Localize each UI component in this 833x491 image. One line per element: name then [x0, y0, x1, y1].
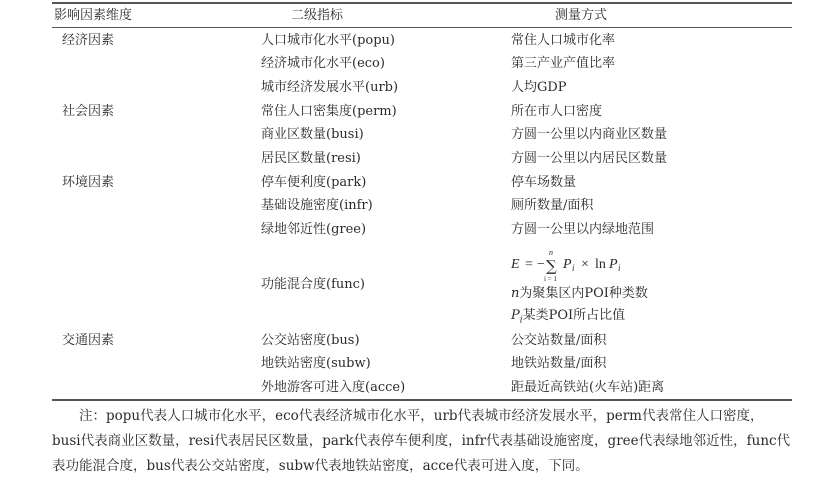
- measure-cell-n: [511, 286, 648, 302]
- formula-sum-top: n: [549, 249, 553, 257]
- indicator-cell: 功能混合度(func): [261, 277, 365, 292]
- measure-cell: 地铁站数量/面积: [511, 356, 607, 371]
- indicator-cell: 停车便利度(park): [261, 175, 367, 190]
- p-symbol: P: [511, 308, 520, 323]
- indicator-cell: 居民区数量(resi): [261, 151, 361, 166]
- indicator-cell: 常住人口密集度(perm): [261, 104, 397, 119]
- measure-cell: 停车场数量: [511, 175, 577, 190]
- dimension-cell: 交通因素: [62, 333, 115, 348]
- measure-cell: 常住人口城市化率: [511, 33, 616, 48]
- column-header-indicator: 二级指标: [291, 8, 344, 23]
- formula-sum-bottom: i = 1: [544, 275, 557, 283]
- table-header-rule: [52, 27, 792, 28]
- measure-cell: 距最近高铁站(火车站)距离: [511, 380, 665, 395]
- indicator-cell: 经济城市化水平(eco): [261, 56, 385, 71]
- formula-p-sub: i: [572, 263, 575, 273]
- measure-cell: 所在市人口密度: [511, 104, 603, 119]
- column-header-dimension: 影响因素维度: [54, 8, 133, 23]
- indicator-cell: 公交站密度(bus): [261, 333, 360, 348]
- indicator-cell: 城市经济发展水平(urb): [261, 80, 399, 95]
- formula-lhs: E: [511, 257, 520, 272]
- entropy-formula: [511, 249, 711, 283]
- formula-p2: P: [609, 257, 618, 272]
- formula-ln: ln: [595, 257, 606, 272]
- table-bottom-rule: [52, 399, 792, 401]
- formula-times: ×: [581, 257, 589, 272]
- dimension-cell: 经济因素: [62, 33, 115, 48]
- measure-cell: 人均GDP: [511, 80, 567, 95]
- indicator-cell: 人口城市化水平(popu): [261, 33, 395, 48]
- n-symbol: n: [511, 286, 520, 301]
- indicator-cell: 外地游客可进入度(acce): [261, 380, 406, 395]
- n-note: 为聚集区内POI种类数: [519, 286, 648, 301]
- measure-cell-p: [511, 308, 625, 329]
- table-top-rule: [52, 2, 792, 4]
- measure-cell: 方圆一公里以内居民区数量: [511, 151, 668, 166]
- indicator-cell: 商业区数量(busi): [261, 127, 364, 142]
- indicator-cell: 基础设施密度(infr): [261, 198, 373, 213]
- p-subscript: i: [519, 315, 523, 326]
- measure-cell: 方圆一公里以内商业区数量: [511, 127, 668, 142]
- formula-eq: =: [525, 257, 533, 272]
- dimension-cell: 环境因素: [62, 175, 115, 190]
- formula-minus: −: [537, 257, 545, 272]
- p-note: 某类POI所占比值: [522, 308, 626, 323]
- table-note: 注：popu代表人口城市化水平，eco代表经济城市化水平，urb代表城市经济发展水平，perm代表常住人口密度，busi代表商业区数量，resi代表居民区数量，park代表停车便利度，infr代表基础设施密度，gree代表绿地邻近性，func代表功能混合度，bus代表公交站密度，subw代表地铁站密度，acce代表可进入度，下同。: [52, 408, 791, 474]
- dimension-cell: 社会因素: [62, 104, 115, 119]
- formula-sigma: ∑: [546, 257, 557, 275]
- column-header-measure: 测量方式: [555, 8, 608, 23]
- measure-cell: 厕所数量/面积: [511, 198, 594, 213]
- formula-p: P: [563, 257, 572, 272]
- indicator-cell: 绿地邻近性(gree): [261, 222, 367, 237]
- measure-cell: 方圆一公里以内绿地范围: [511, 222, 655, 237]
- formula-p2-sub: i: [618, 263, 621, 273]
- measure-cell: 第三产业产值比率: [511, 56, 616, 71]
- indicator-cell: 地铁站密度(subw): [261, 356, 371, 371]
- measure-cell: 公交站数量/面积: [511, 333, 607, 348]
